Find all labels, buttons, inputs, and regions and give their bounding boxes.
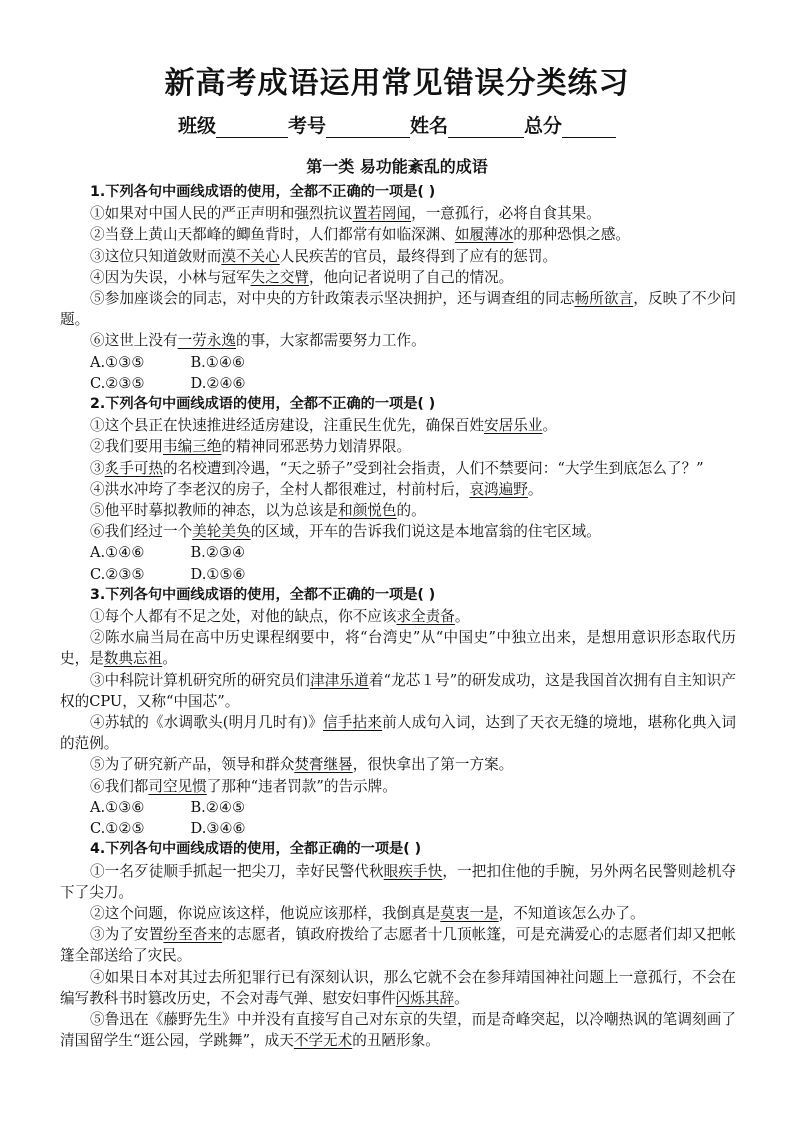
underlined-idiom: 哀鸿遍野: [469, 480, 528, 498]
sentence-item: [60, 415, 736, 436]
sentence-text: 的事，大家都需要努力工作。: [235, 332, 426, 350]
sentence-text: 的。: [396, 502, 426, 520]
sentence-text: ③为了安置: [90, 926, 164, 944]
class-blank[interactable]: [216, 118, 288, 138]
sentence-item: [60, 712, 736, 754]
underlined-idiom: 失之交臂: [250, 268, 309, 286]
underlined-idiom: 畅所欲言: [574, 290, 634, 308]
underlined-idiom: 津津乐道: [310, 671, 369, 689]
answer-option: A.①③⑥: [90, 798, 145, 816]
sentence-text: 。: [527, 480, 543, 498]
answer-option: B.②③④: [190, 544, 246, 562]
answer-options-row: [60, 542, 736, 563]
underlined-idiom: 和颜悦色: [338, 502, 397, 520]
sentence-item: [60, 436, 736, 457]
sentence-text: ⑤参加座谈会的同志，对中央的方针政策表示坚决拥护，还与调查组的同志: [90, 290, 575, 308]
underlined-idiom: 不学无术: [293, 1032, 353, 1050]
sentence-text: ，一把扣住他的手腕，另外两名民警则趁机夺下了尖刀。: [60, 862, 736, 901]
answer-option: D.③④⑥: [190, 820, 246, 838]
sentence-text: ①一名歹徒顺手抓起一把尖刀，幸好民警代秋: [90, 862, 384, 880]
underlined-idiom: 美轮美奂: [192, 523, 251, 541]
score-blank[interactable]: [562, 118, 616, 138]
exam-no-blank[interactable]: [326, 118, 410, 138]
sentence-text: ①如果对中国人民的严正声明和强烈抗议: [90, 205, 353, 223]
sentence-item: [60, 1009, 736, 1051]
sentence-text: ①这个县正在快速推进经适房建设，注重民生优先，确保百姓: [90, 417, 485, 435]
sentence-item: [60, 903, 736, 924]
sentence-text: ②当登上黄山天都峰的鲫鱼背时，人们都常有如临深渊、: [90, 226, 455, 244]
sentence-text: 。: [454, 989, 469, 1007]
answer-option: C.①②⑤: [90, 820, 145, 838]
sentence-item: [60, 267, 736, 288]
sentence-item: [60, 924, 736, 966]
sentence-text: ④如果日本对其过去所犯罪行已有深刻认识，那么它就不会在参拜靖国神社问题上一意孤行，不会在编写教科书时篡改历史，不会对毒气弹、慰安妇事件: [60, 968, 736, 1007]
underlined-idiom: 求全责备: [396, 608, 455, 626]
answer-options-row: [60, 818, 736, 839]
name-blank[interactable]: [448, 118, 524, 138]
sentence-text: 着“龙芯１号”的研发成功，这是我国首次拥有自主知识产权的CPU，又称“中国芯”。: [60, 671, 736, 710]
section-title: 第一类 易功能紊乱的成语: [306, 157, 488, 176]
question-stem: 2.下列各句中画线成语的使用，全都不正确的一项是( ): [90, 396, 436, 413]
answer-options-row: [60, 373, 736, 394]
sentence-text: ②我们要用: [90, 438, 163, 456]
sentence-item: [60, 967, 736, 1009]
underlined-idiom: 数典忘祖: [103, 650, 163, 668]
sentence-text: ⑤为了研究新产品，领导和群众: [90, 756, 295, 774]
answer-option: A.①④⑥: [90, 544, 145, 562]
sentence-text: 的志愿者，镇政府拨给了志愿者十几顶帐篷，可是充满爱心的志愿者们却又把帐篷全部送给了灾民。: [60, 926, 736, 965]
answer-options-row: [60, 564, 736, 585]
sentence-item: [60, 203, 736, 224]
sentence-item: [60, 458, 736, 479]
underlined-idiom: 闪烁其辞: [395, 989, 455, 1007]
underlined-idiom: 炙手可热: [104, 459, 163, 477]
sentence-text: ④苏轼的《水调歌头(明月几时有)》: [90, 714, 324, 732]
sentence-text: 。: [454, 608, 470, 626]
sentence-text: 的丑陋形象。: [352, 1032, 440, 1050]
sentence-text: ，不知道该怎么办了。: [498, 904, 645, 922]
sentence-text: ⑤他平时摹拟教师的神态，以为总该是: [90, 502, 339, 520]
sentence-text: ③中科院计算机研究所的研究员们: [90, 671, 311, 689]
sentence-text: 的名校遭到冷遇，“天之骄子”受到社会指责，人们不禁要问：“大学生到底怎么了？”: [163, 459, 704, 477]
page-title: 新高考成语运用常见错误分类练习: [164, 66, 630, 101]
underlined-idiom: 如履薄冰: [454, 226, 514, 244]
score-label: 总分: [524, 115, 563, 137]
sentence-text: ④因为失误，小林与冠军: [90, 268, 251, 286]
sentence-text: ①每个人都有不足之处，对他的缺点，你不应该: [90, 608, 397, 626]
sentence-text: ②这个问题，你说应该这样，他说应该那样，我倒真是: [90, 904, 441, 922]
answer-option: A.①③⑤: [90, 353, 145, 371]
sentence-item: [60, 224, 736, 245]
answer-option: D.①⑤⑥: [190, 565, 246, 583]
sentence-text: ，反映了不少问题。: [60, 290, 736, 329]
name-label: 姓名: [410, 115, 449, 137]
sentence-text: 的那种恐惧之感。: [513, 226, 631, 244]
sentence-text: ③这位只知道敛财而: [90, 247, 222, 265]
underlined-idiom: 眼疾手快: [383, 862, 443, 880]
underlined-idiom: 纷至沓来: [163, 926, 223, 944]
sentence-text: 。: [162, 650, 177, 668]
student-info-line: [0, 111, 794, 138]
sentence-item: [60, 288, 736, 330]
underlined-idiom: 漠不关心: [221, 247, 280, 265]
sentence-text: ③: [90, 459, 105, 477]
question-stem: 4.下列各句中画线成语的使用，全都正确的一项是( ): [90, 841, 422, 858]
underlined-idiom: 焚膏继晷: [294, 756, 353, 774]
answer-option: C.②③⑤: [90, 565, 145, 583]
sentence-item: [60, 330, 736, 351]
sentence-text: ④洪水冲垮了李老汉的房子，全村人都很难过，村前村后，: [90, 480, 470, 498]
answer-option: B.②④⑤: [190, 798, 246, 816]
sentence-text: 的区域，开车的告诉我们说这是本地富翁的住宅区域。: [250, 523, 601, 541]
sentence-text: ，一意孤行，必将自食其果。: [411, 205, 601, 223]
sentence-text: 人民疾苦的官员，最终得到了应有的惩罚。: [279, 247, 558, 265]
answer-option: C.②③⑤: [90, 374, 145, 392]
answer-option: B.①④⑥: [190, 353, 246, 371]
underlined-idiom: 置若罔闻: [352, 205, 412, 223]
sentence-item: [60, 479, 736, 500]
sentence-text: 的精神同邪恶势力划清界限。: [221, 438, 412, 456]
sentence-item: [60, 500, 736, 521]
underlined-idiom: 莫衷一是: [440, 904, 499, 922]
underlined-idiom: 韦编三绝: [162, 438, 222, 456]
sentence-item: [60, 606, 736, 627]
answer-options-row: [60, 352, 736, 373]
sentence-text: ⑥我们经过一个: [90, 523, 193, 541]
underlined-idiom: 信手拈来: [323, 714, 383, 732]
sentence-text: ⑥我们都: [90, 777, 149, 795]
sentence-item: [60, 861, 736, 903]
question-list: [60, 182, 736, 1051]
exam-no-label: 考号: [287, 115, 326, 137]
sentence-item: [60, 521, 736, 542]
class-label: 班级: [177, 115, 216, 137]
sentence-item: [60, 776, 736, 797]
underlined-idiom: 司空见惯: [148, 777, 207, 795]
answer-option: D.②④⑥: [190, 374, 246, 392]
sentence-item: [60, 246, 736, 267]
sentence-item: [60, 754, 736, 775]
question-stem: 1.下列各句中画线成语的使用，全都不正确的一项是( ): [90, 184, 436, 200]
underlined-idiom: 安居乐业: [484, 417, 543, 435]
sentence-text: ⑥这世上没有: [90, 332, 178, 350]
sentence-item: [60, 627, 736, 669]
sentence-text: 。: [542, 417, 558, 435]
sentence-text: ⑤鲁迅在《藤野先生》中并没有直接写自己对东京的失望，而是奇峰突起，以冷嘲热讽的笔调刻画了清国留学生“逛公园，学跳舞”，成天: [60, 1010, 736, 1050]
sentence-item: [60, 670, 736, 712]
answer-options-row: [60, 797, 736, 818]
underlined-idiom: 一劳永逸: [177, 332, 236, 350]
sentence-text: 了那种“违者罚款”的告示牌。: [206, 777, 397, 795]
sentence-text: ，他向记者说明了自己的情况。: [308, 268, 514, 286]
question-stem: 3.下列各句中画线成语的使用，全都不正确的一项是( ): [90, 586, 436, 603]
sentence-text: ，很快拿出了第一方案。: [352, 756, 514, 774]
sentence-text: ②陈水扁当局在高中历史课程纲要中，将“台湾史”从“中国史”中独立出来，是想用意识形态取代历史，是: [60, 629, 736, 668]
sentence-text: 前人成句入词，达到了天衣无缝的境地，堪称化典入词的范例。: [60, 714, 736, 753]
